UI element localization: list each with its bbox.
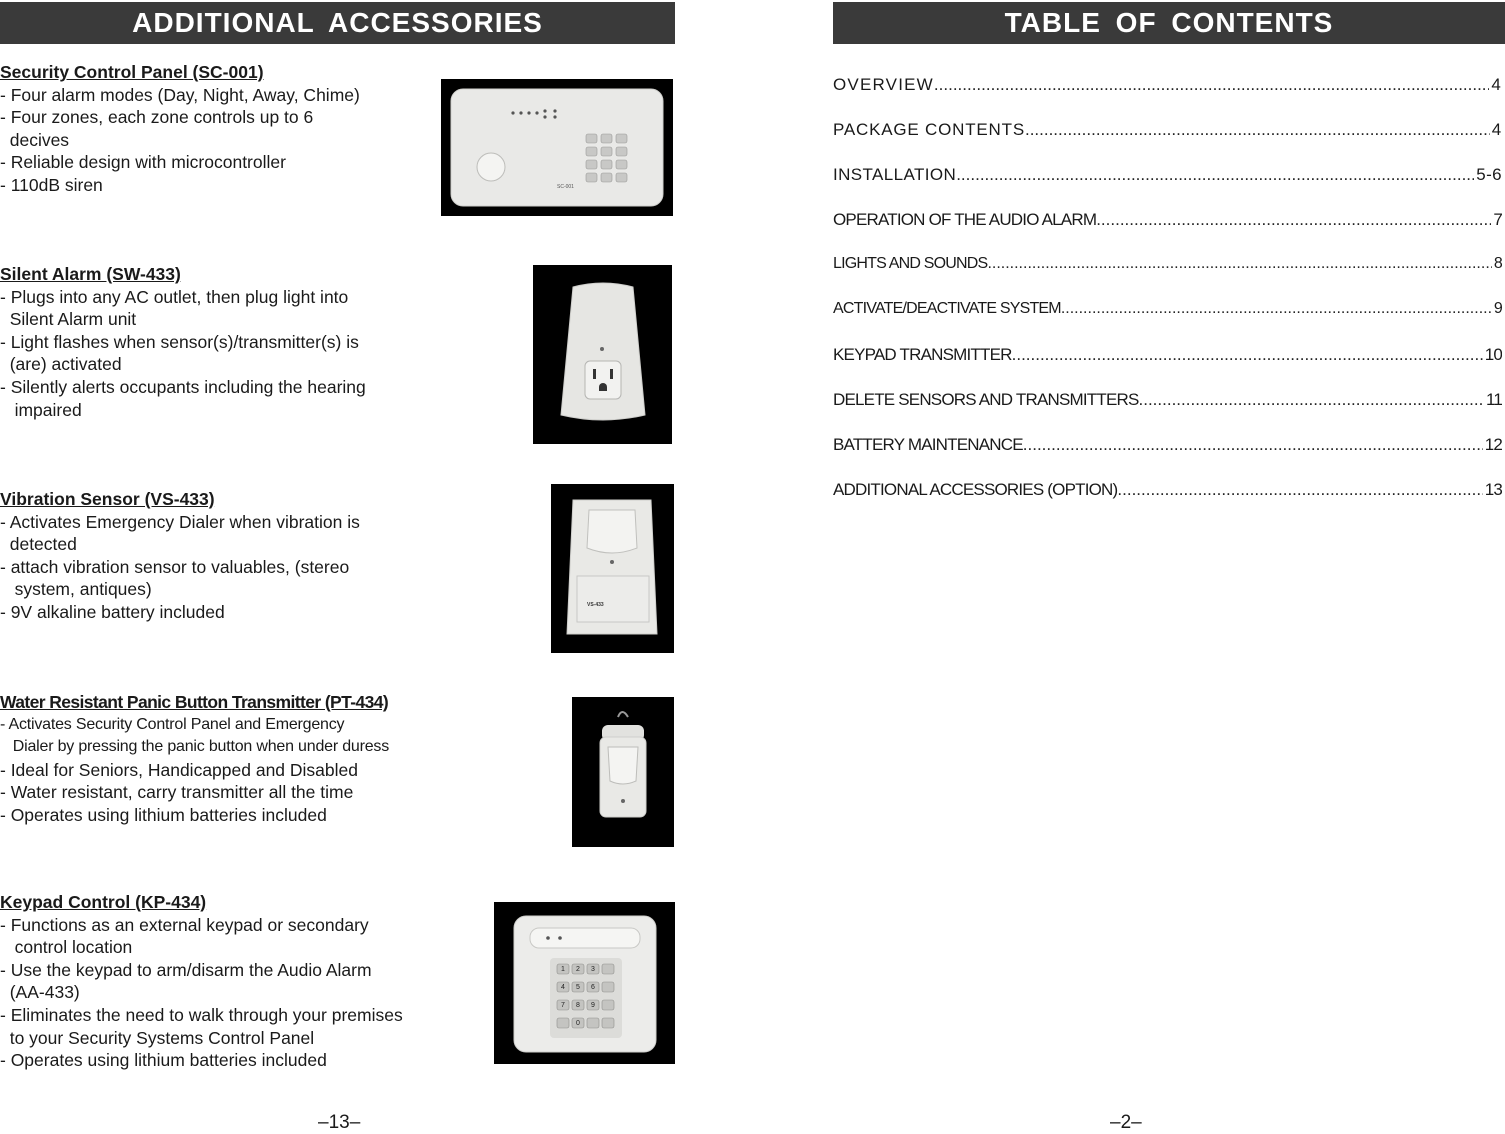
accessory-line: - Operates using lithium batteries included	[0, 1050, 327, 1071]
accessory-title: Security Control Panel (SC-001)	[0, 62, 264, 82]
accessory-line: - Ideal for Seniors, Handicapped and Disabled	[0, 759, 358, 780]
accessory-line: - Four alarm modes (Day, Night, Away, Chime)	[0, 84, 360, 105]
vibration-sensor-illustration	[551, 484, 674, 653]
accessory-line: - 110dB siren	[0, 174, 103, 195]
toc-page-number: 7	[1493, 210, 1502, 229]
accessory-line: system, antiques)	[0, 579, 152, 600]
toc-entry-lights-and-sounds[interactable]	[833, 255, 1502, 273]
toc-page-number: 9	[1493, 300, 1502, 317]
accessory-line: Dialer by pressing the panic button when under duress	[0, 738, 390, 756]
toc-entry-battery-maintenance[interactable]	[833, 435, 1502, 455]
toc-label: DELETE SENSORS AND TRANSMITTERS	[833, 390, 1139, 409]
right-page-banner: TABLE OF CONTENTS	[833, 2, 1505, 44]
accessory-line: - Plugs into any AC outlet, then plug light into	[0, 286, 349, 307]
toc-label: PACKAGE CONTENTS	[833, 120, 1025, 139]
keypad-key: 9	[591, 1002, 595, 1009]
accessory-line: - Water resistant, carry transmitter all the time	[0, 782, 354, 803]
accessory-security-control-panel	[0, 61, 450, 197]
accessory-line: control location	[0, 937, 133, 958]
control-panel-photo	[441, 79, 673, 216]
toc-label: ACTIVATE/DEACTIVATE SYSTEM	[833, 300, 1061, 317]
toc-page-number: 12	[1484, 435, 1502, 454]
toc-page-number: 11	[1485, 390, 1502, 409]
toc-label: KEYPAD TRANSMITTER	[833, 345, 1012, 364]
control-panel-model-label: SC-001	[557, 184, 574, 190]
accessory-line: to your Security Systems Control Panel	[0, 1027, 315, 1048]
accessory-line: - attach vibration sensor to valuables, (stereo	[0, 556, 350, 577]
vibration-model-label: VS-433	[587, 602, 604, 608]
panic-button-illustration	[572, 697, 674, 847]
keypad-key-cap	[602, 1000, 614, 1010]
toc-label: OVERVIEW	[833, 75, 934, 94]
keypad-key: 7	[561, 1002, 565, 1009]
toc-entry-installation[interactable]	[833, 165, 1502, 185]
toc-leader-dots	[1023, 435, 1483, 455]
accessory-line: - Use the keypad to arm/disarm the Audio Alarm	[0, 959, 372, 980]
toc-leader-dots	[1061, 300, 1492, 318]
accessory-line: - 9V alkaline battery included	[0, 601, 225, 622]
control-panel-illustration	[441, 79, 673, 216]
keypad-key: 1	[561, 966, 565, 973]
toc-entry-delete-sensors[interactable]	[833, 390, 1502, 410]
silent-alarm-photo	[533, 265, 672, 444]
silent-alarm-illustration	[533, 265, 672, 444]
toc-page-number: 5-6	[1476, 165, 1502, 184]
keypad-key-cap	[587, 1018, 599, 1028]
toc-leader-dots	[1139, 390, 1484, 410]
toc-entry-overview[interactable]	[833, 75, 1502, 95]
accessory-line: - Silently alerts occupants including the hearing	[0, 376, 366, 397]
accessory-title: Vibration Sensor (VS-433)	[0, 489, 215, 509]
toc-leader-dots	[1012, 345, 1483, 365]
panic-button-photo	[572, 697, 674, 847]
keypad-key: 4	[561, 984, 565, 991]
toc-label: ADDITIONAL ACCESSORIES (OPTION)	[833, 480, 1118, 499]
accessory-line: impaired	[0, 399, 82, 420]
accessory-line: - Eliminates the need to walk through your premises	[0, 1004, 403, 1025]
keypad-key-cap	[602, 982, 614, 992]
accessory-line: - Activates Security Control Panel and Emergency	[0, 715, 345, 733]
right-page-number: –2–	[1110, 1112, 1142, 1133]
toc-page-number: 8	[1493, 255, 1502, 272]
accessory-title: Water Resistant Panic Button Transmitter (PT-434)	[0, 692, 389, 712]
toc-entry-operation[interactable]	[833, 210, 1502, 230]
keypad-key-cap	[557, 1018, 569, 1028]
keypad-key-cap	[602, 1018, 614, 1028]
accessory-line: decives	[0, 129, 70, 150]
accessory-silent-alarm	[0, 263, 450, 421]
keypad-key-cap	[602, 964, 614, 974]
toc-entry-activate-deactivate[interactable]	[833, 300, 1502, 318]
keypad-key: 0	[576, 1020, 580, 1027]
toc-entry-keypad-transmitter[interactable]	[833, 345, 1502, 365]
accessory-keypad-control	[0, 891, 450, 1072]
toc-page-number: 4	[1491, 120, 1502, 139]
keypad-key: 8	[576, 1002, 580, 1009]
keypad-control-photo	[494, 902, 675, 1064]
accessory-line: - Four zones, each zone controls up to 6	[0, 107, 314, 128]
keypad-control-illustration	[494, 902, 675, 1064]
vibration-sensor-photo	[551, 484, 674, 653]
accessory-line: - Reliable design with microcontroller	[0, 152, 286, 173]
toc-label: BATTERY MAINTENANCE	[833, 435, 1023, 454]
toc-page-number: 13	[1484, 480, 1502, 499]
accessory-line: Silent Alarm unit	[0, 309, 137, 330]
accessory-line: - Light flashes when sensor(s)/transmitter(s) is	[0, 331, 359, 352]
accessory-line: detected	[0, 534, 77, 555]
accessory-line: - Operates using lithium batteries included	[0, 804, 327, 825]
toc-entry-additional-accessories[interactable]	[833, 480, 1502, 500]
accessory-line: (AA-433)	[0, 982, 80, 1003]
toc-leader-dots	[1096, 210, 1491, 230]
toc-page-number: 10	[1484, 345, 1502, 364]
toc-label: INSTALLATION	[833, 165, 957, 184]
accessory-title: Silent Alarm (SW-433)	[0, 264, 181, 284]
keypad-key: 5	[576, 984, 580, 991]
toc-leader-dots	[987, 255, 1491, 273]
keypad-key: 6	[591, 984, 595, 991]
left-page-number: –13–	[318, 1112, 361, 1133]
accessory-panic-button	[0, 691, 450, 827]
toc-entry-package-contents[interactable]	[833, 120, 1502, 140]
accessory-title: Keypad Control (KP-434)	[0, 892, 207, 912]
toc-leader-dots	[1117, 480, 1482, 500]
accessory-vibration-sensor	[0, 488, 450, 624]
accessory-line: - Activates Emergency Dialer when vibration is	[0, 511, 360, 532]
left-page-banner: ADDITIONAL ACCESSORIES	[0, 2, 675, 44]
accessory-line: (are) activated	[0, 354, 122, 375]
toc-leader-dots	[956, 165, 1474, 185]
keypad-key: 3	[591, 966, 595, 973]
keypad-key: 2	[576, 966, 580, 973]
toc-label: OPERATION OF THE AUDIO ALARM	[833, 210, 1097, 229]
toc-label: LIGHTS AND SOUNDS	[833, 255, 988, 272]
toc-leader-dots	[1025, 120, 1490, 140]
accessory-line: - Functions as an external keypad or secondary	[0, 914, 369, 935]
toc-leader-dots	[934, 75, 1489, 95]
toc-page-number: 4	[1491, 75, 1502, 94]
